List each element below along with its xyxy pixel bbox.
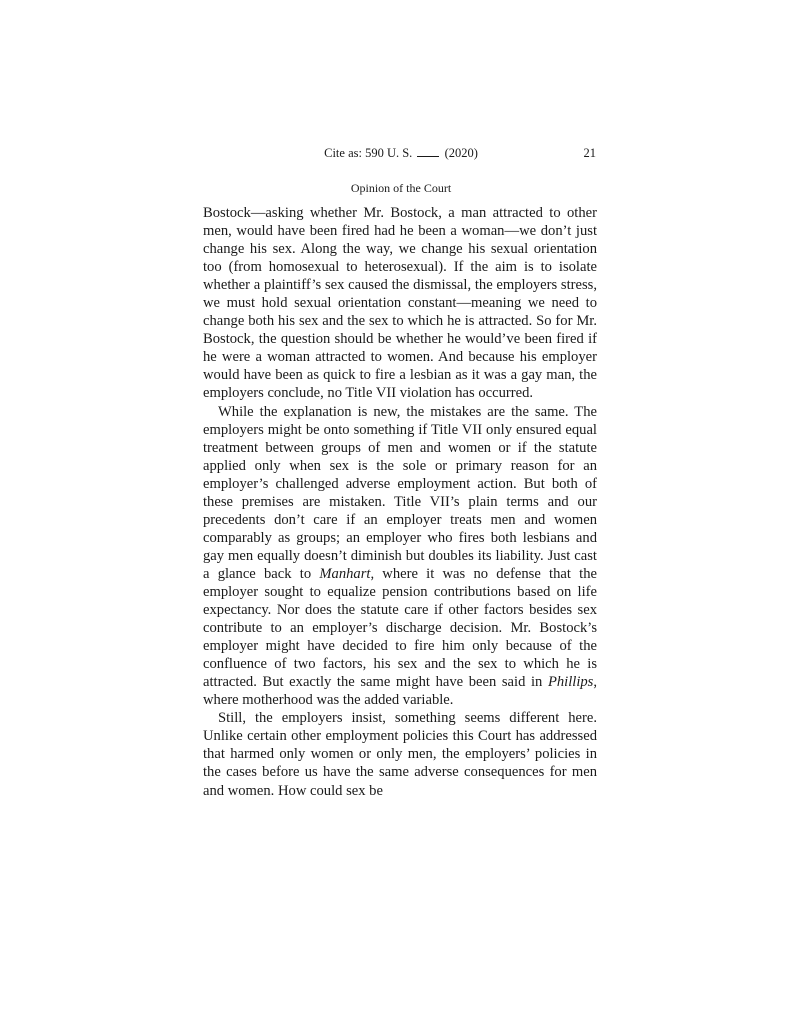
paragraph-continued: Bostock—asking whether Mr. Bostock, a man attracted to other men, would have been fired had he been a woman—we don’t just change his sex. Along the way, we change his sexual orientation too (from homosexual to heterosexual). If the aim is to isolate whether a plaintiff’s sex caused the dismissal, the employers stress, we must hold sexual orientation constant—meaning we need to change both his sex and the sex to which he is attracted. So for Mr. Bostock, the question should be whether he would’ve been fired if he were a woman attracted to women. And because his employer would have been as quick to fire a lesbian as it was a gay man, the employers conclude, no Title VII violation has occurred. (203, 205, 597, 402)
opinion-subheading: Opinion of the Court (350, 181, 452, 195)
paragraph-text-segment: , where motherhood was the added variable. (203, 674, 597, 709)
citation-suffix: (2020) (441, 146, 478, 160)
paragraph-text-segment: While the explanation is new, the mistakes are the same. The employers might be onto something if Title VII only ensured equal treatment between groups of men and women or if the statute applied only when sex is the sole or primary reason for an employer’s challenged adverse employment action. But both of these premises are mistaken. Title VII’s plain terms and our precedents don’t care if an employer treats men and women comparably as groups; an employer who fires both lesbians and gay men equally doesn’t diminish but doubles its liability. Just cast a glance back to (203, 403, 597, 582)
case-name-manhart: Manhart (319, 565, 371, 582)
running-header (206, 146, 596, 166)
paragraph-employers-insist: Still, the employers insist, something seems different here. Unlike certain other employment policies this Court has addressed that harmed only women or only men, the employers’ policies in the cases before us have the same adverse consequences for men and women. How could sex be (203, 710, 597, 799)
page-number: 21 (583, 146, 596, 160)
case-name-phillips: Phillips (547, 674, 594, 691)
citation-line (206, 146, 596, 161)
citation-blank-line (417, 147, 439, 157)
paragraph-explanation (203, 403, 597, 710)
opinion-body (203, 204, 597, 800)
paragraph-text-segment: , where it was no defense that the employer sought to equalize pension contributions based on life expectancy. Nor does the statute care if other factors besides sex contribute to an employer’s discharge decision. Mr. Bostock’s employer might have decided to fire him only because of the confluence of two factors, his sex and the sex to which he is attracted. But exactly the same might have been said in (203, 565, 597, 691)
citation-prefix: Cite as: 590 U. S. (324, 146, 416, 160)
